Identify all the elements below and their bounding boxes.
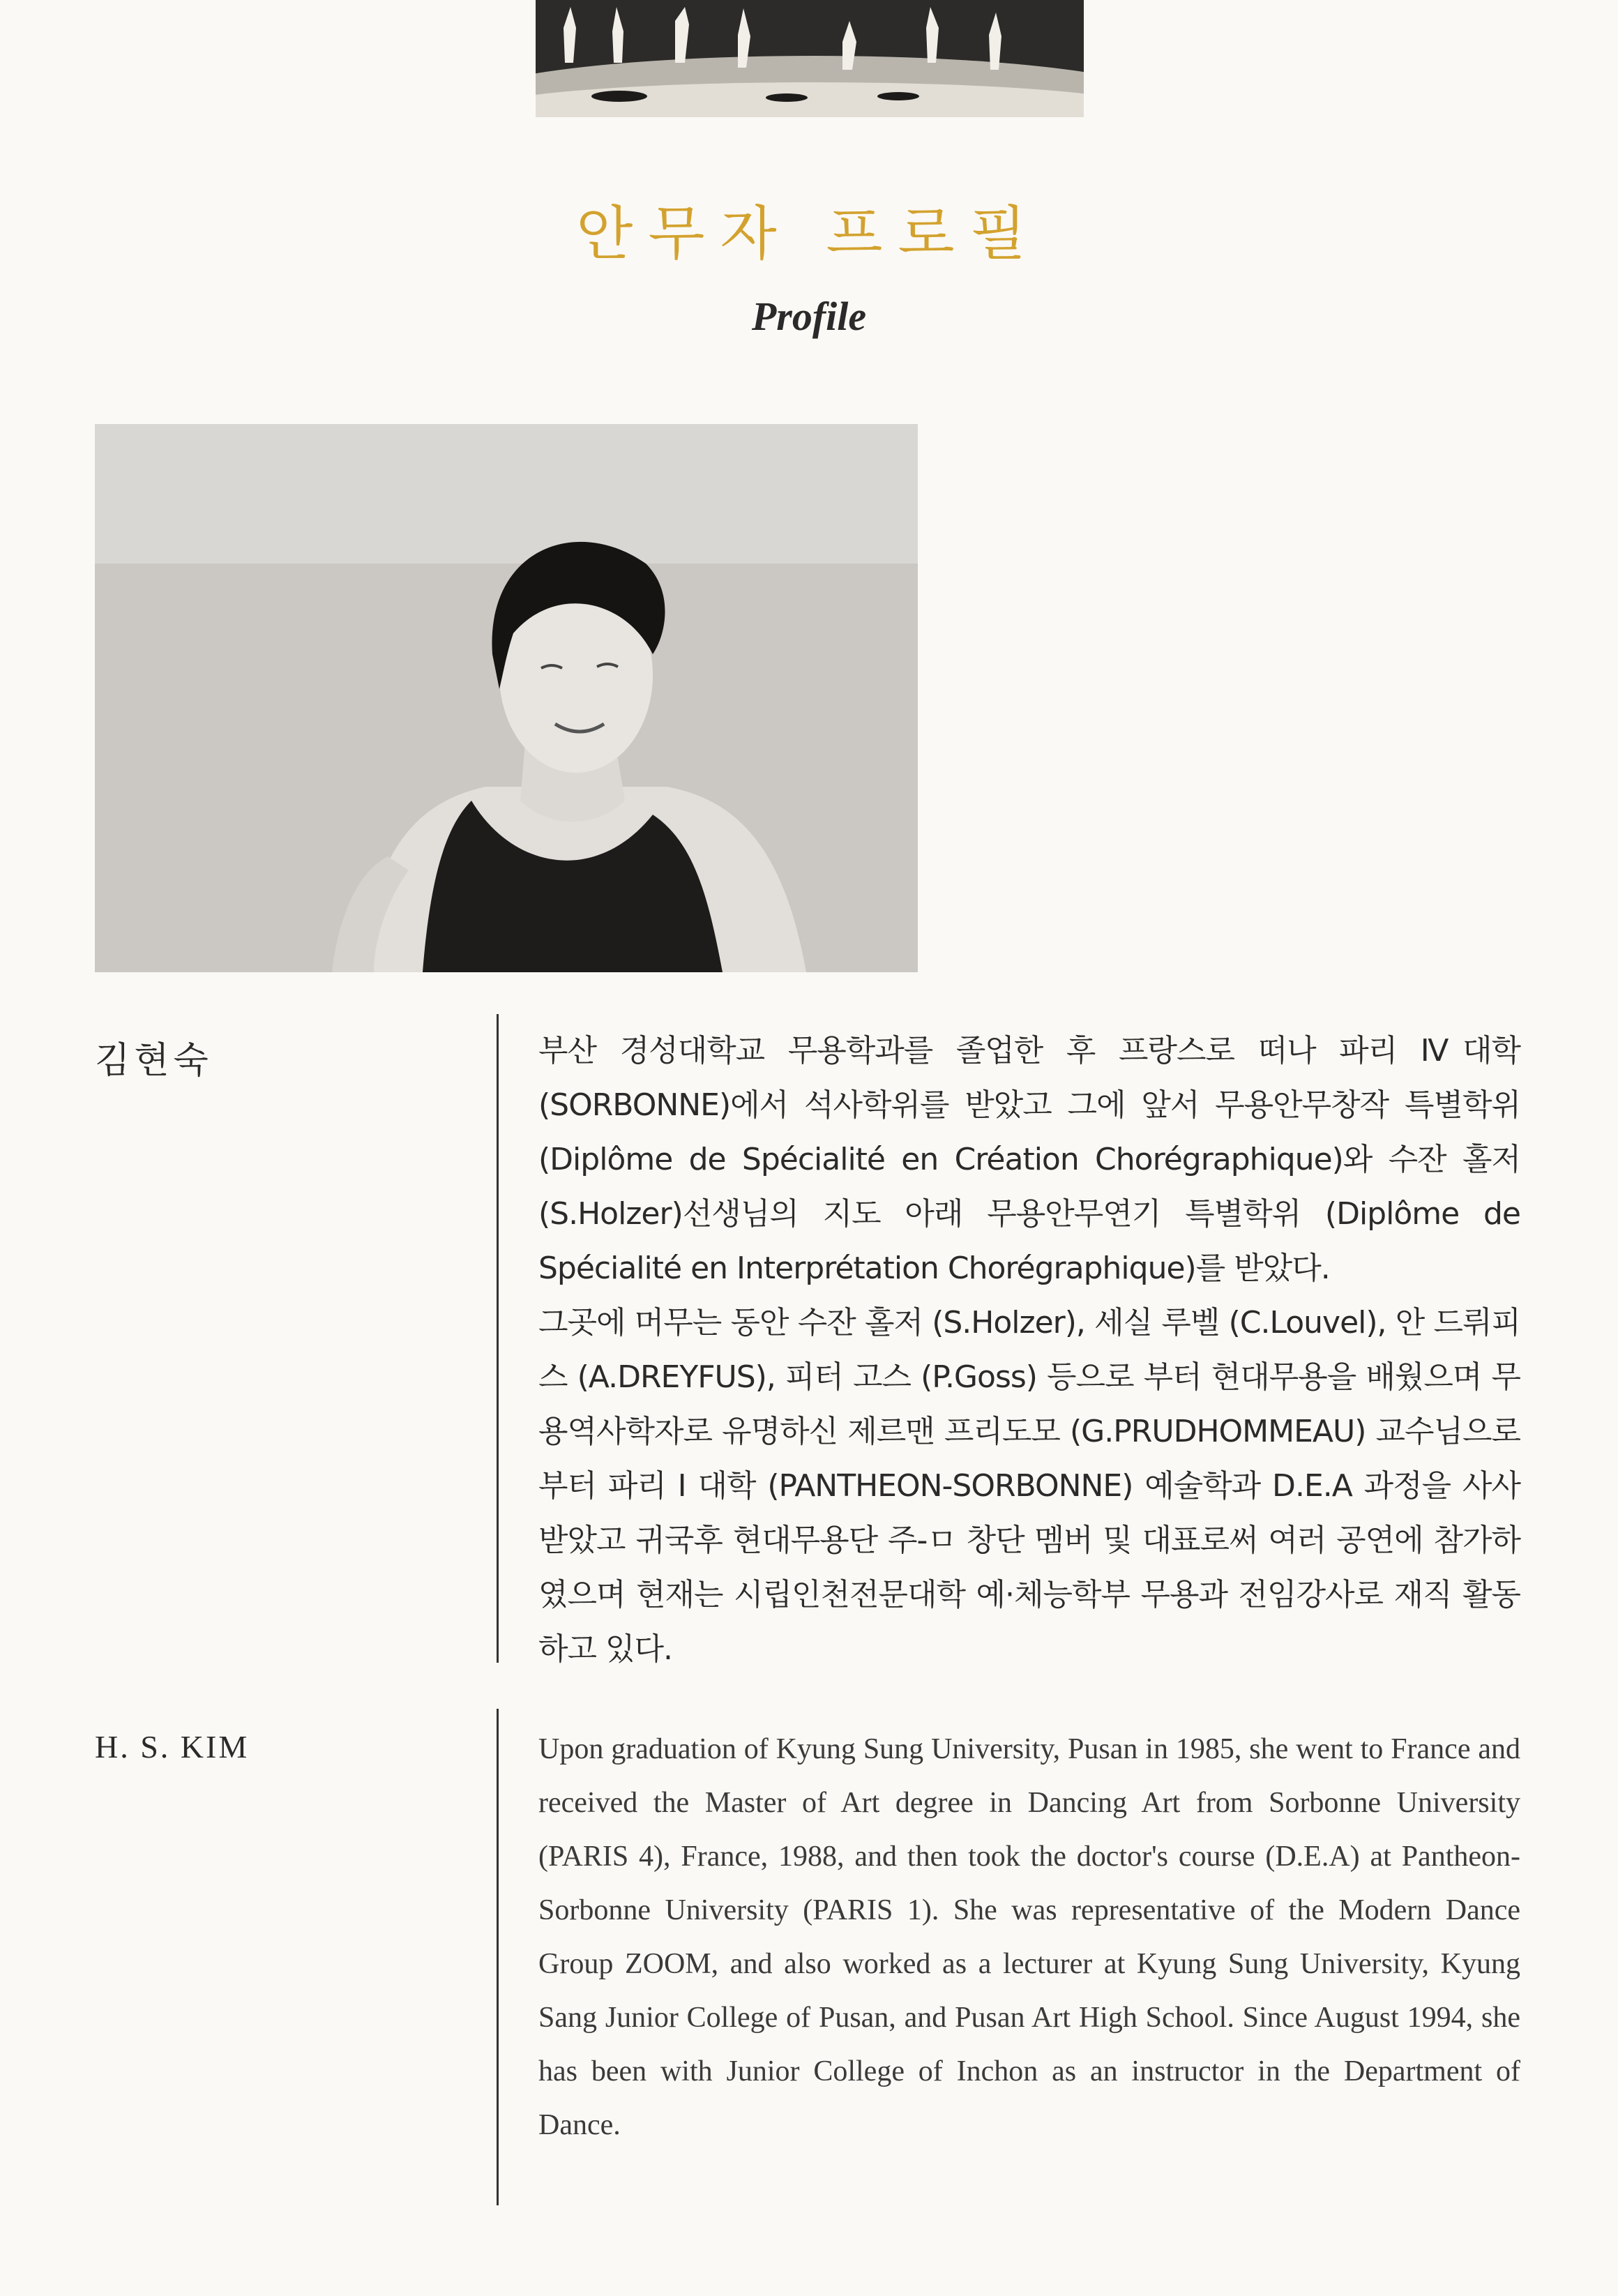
choreographer-portrait-image [95, 424, 918, 972]
biography-korean [538, 1024, 1520, 1677]
name-korean: 김현숙 [95, 1040, 213, 1082]
section-divider-korean [497, 1014, 499, 1663]
page-title-korean: 안무자 프로필 [576, 199, 1042, 268]
biography-korean-paragraph-1: 부산 경성대학교 무용학과를 졸업한 후 프랑스로 떠나 파리 Ⅳ대학 (SORBONNE)에서 석사학위를 받았고 그에 앞서 무용안무창작 특별학위 (Diplôme de Spécialité en Création Chorégraphique)와 수잔 홀저 (S.Holzer)선생님의 지도 아래 무용안무연기 특별학위 (Diplôme de Spécialité en Interprétation Chorégraphique)를 받았다. [538, 1033, 1520, 1286]
section-divider-english [497, 1709, 499, 2205]
name-english: H. S. KIM [95, 1729, 250, 1765]
biography-english: Upon graduation of Kyung Sung University, Pusan in 1985, she went to France and received the Master of Art degree in Dancing Art from Sorbonne University (PARIS 4), France, 1988, and then took the doctor's course (D.E.A) at Pantheon-Sorbonne University (PARIS 1). She was representative of the Modern Dance Group ZOOM, and also worked as a lecturer at Kyung Sung University, Kyung Sang Junior College of Pusan, and Pusan Art High School. Since August 1994, she has been with Junior College of Inchon as an instructor in the Department of Dance. [538, 1733, 1520, 2141]
biography-korean-paragraph-2: 그곳에 머무는 동안 수잔 홀저 (S.Holzer), 세실 루벨 (C.Louvel), 안 드뤼피스 (A.DREYFUS), 피터 고스 (P.Goss) 등으로 부터 현대무용을 배웠으며 무용역사학자로 유명하신 제르맨 프리도모 (G.PRUDHOMMEAU) 교수님으로 부터 파리 I 대학 (PANTHEON-SORBONNE) 예술학과 D.E.A 과정을 사사 받았고 귀국후 현대무용단 주-ㅁ 창단 멤버 및 대표로써 여러 공연에 참가하였으며 현재는 시립인천전문대학 예·체능학부 무용과 전임강사로 재직 활동하고 있다. [538, 1305, 1520, 1667]
dance-performance-banner-image [536, 0, 1084, 117]
page-title-english: Profile [751, 294, 867, 339]
